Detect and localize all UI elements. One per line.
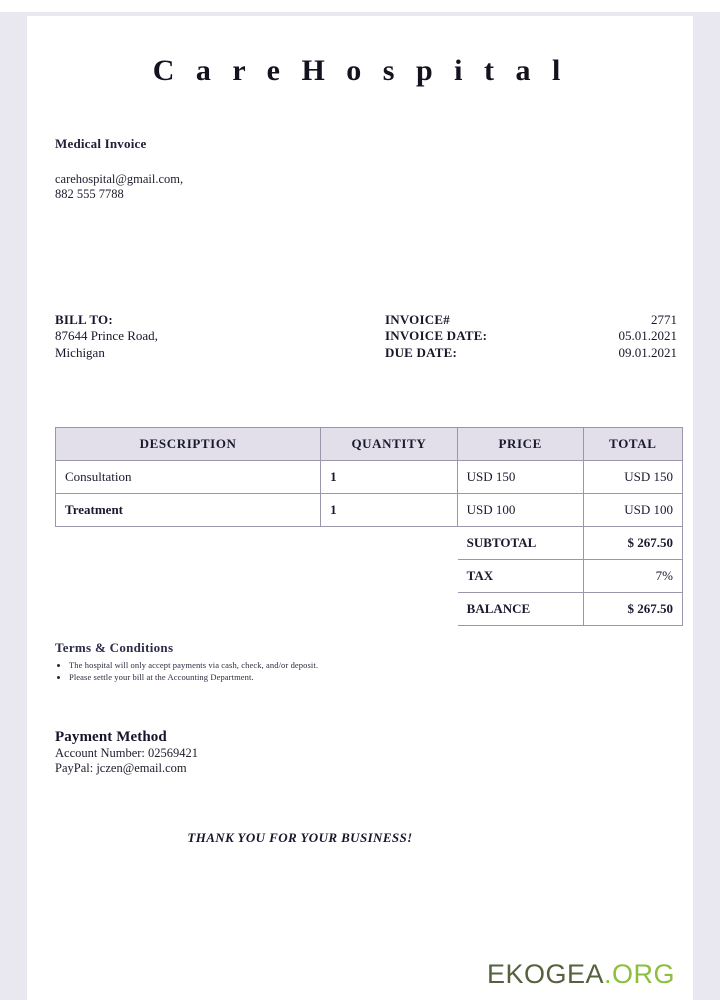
row-price: USD 100	[457, 493, 583, 526]
bill-to-address-line-2: Michigan	[55, 344, 105, 360]
row-description: Consultation	[56, 460, 321, 493]
table-header-row	[56, 427, 683, 460]
row-quantity: 1	[321, 493, 457, 526]
row-total: USD 150	[583, 460, 682, 493]
summary-row-balance	[56, 592, 683, 625]
invoice-number-label: INVOICE#	[385, 311, 450, 327]
invoice-sheet	[27, 16, 693, 1000]
page-title: C a r e H o s p i t a l	[152, 54, 568, 87]
due-date-label: DUE DATE:	[385, 344, 457, 360]
due-date-row	[385, 345, 677, 362]
bill-to-block	[55, 312, 158, 362]
contact-email: carehospital@gmail.com,	[55, 172, 184, 186]
due-date-value: 09.01.2021	[618, 344, 677, 360]
table-row	[56, 460, 683, 493]
top-white-strip	[0, 0, 720, 12]
table-row	[56, 493, 683, 526]
summary-row-subtotal	[56, 526, 683, 559]
bill-to-label: BILL TO:	[55, 311, 113, 327]
watermark	[487, 959, 675, 990]
summary-row-tax	[56, 559, 683, 592]
billing-meta-row	[55, 312, 675, 372]
balance-value: $ 267.50	[583, 592, 682, 625]
tax-value: 7%	[583, 559, 682, 592]
invoice-date-value: 05.01.2021	[618, 328, 677, 344]
line-items-table	[55, 427, 683, 626]
payment-method-title: Payment Method	[55, 729, 167, 746]
column-header-description: DESCRIPTION	[56, 427, 321, 460]
balance-label: BALANCE	[457, 592, 583, 625]
terms-item: • The hospital will only accept payments via cash, check, and/or deposit.	[69, 659, 675, 671]
spacer-cell	[321, 592, 457, 625]
invoice-number-value: 2771	[651, 311, 677, 327]
payment-paypal: PayPal: jczen@email.com	[55, 761, 187, 776]
watermark-suffix: .ORG	[603, 959, 675, 989]
subtotal-label: SUBTOTAL	[457, 526, 583, 559]
invoice-number-row	[385, 312, 677, 329]
contact-block	[55, 172, 675, 202]
invoice-date-label: INVOICE DATE:	[385, 328, 488, 344]
row-quantity: 1	[321, 460, 457, 493]
column-header-total: TOTAL	[583, 427, 682, 460]
spacer-cell	[56, 559, 321, 592]
terms-and-conditions	[55, 640, 675, 684]
terms-title: Terms & Conditions	[55, 639, 174, 655]
terms-item: • Please settle your bill at the Accounting Department.	[69, 671, 675, 683]
contact-phone: 882 555 7788	[55, 186, 124, 201]
payment-account-number: Account Number: 02569421	[55, 746, 199, 761]
spacer-cell	[56, 526, 321, 559]
bill-to-address-line-1: 87644 Prince Road,	[55, 328, 158, 344]
row-price: USD 150	[457, 460, 583, 493]
spacer-cell	[321, 559, 457, 592]
spacer-cell	[56, 592, 321, 625]
invoice-date-row	[385, 328, 677, 345]
watermark-text: EKOGEA	[486, 959, 604, 989]
row-total: USD 100	[583, 493, 682, 526]
subtotal-value: $ 267.50	[583, 526, 682, 559]
tax-label: TAX	[457, 559, 583, 592]
document-type-label: Medical Invoice	[55, 136, 147, 151]
column-header-price: PRICE	[457, 427, 583, 460]
column-header-quantity: QUANTITY	[321, 427, 457, 460]
payment-method-block	[55, 729, 675, 776]
invoice-content	[27, 16, 693, 1000]
row-description: Treatment	[56, 493, 321, 526]
spacer-cell	[321, 526, 457, 559]
thank-you-note: THANK YOU FOR YOUR BUSINESS!	[187, 830, 413, 846]
table-body	[56, 460, 683, 625]
invoice-meta-block	[385, 312, 677, 362]
table-head	[56, 427, 683, 460]
terms-list	[55, 659, 675, 684]
